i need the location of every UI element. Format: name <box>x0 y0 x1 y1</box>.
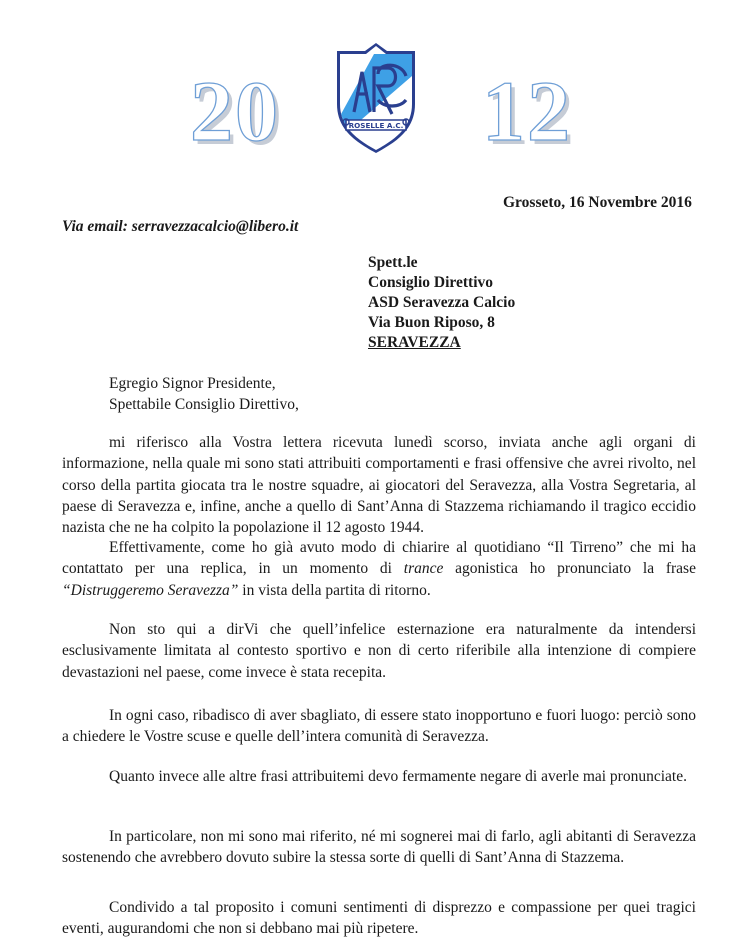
crest-club-name: ROSELLE A.C. <box>348 121 404 130</box>
via-email-line: Via email: serravezzacalcio@libero.it <box>62 218 299 235</box>
club-crest-logo <box>334 42 418 154</box>
letterhead <box>0 0 756 190</box>
body-paragraph-6: In particolare, non mi sono mai riferito, né mi sognerei mai di farlo, agli abitanti di Seravezza sostenendo che avrebbero dovuto subire la stessa sorte di quelli di Sant’Anna di Stazzema. <box>62 828 696 867</box>
body-paragraph-3: Non sto qui a dirVi che quell’infelice esternazione era naturalmente da intendersi esclusivamente limitata al contesto sportivo e non di certo riferibile alla intenzione di compiere devastazioni nel paese, come invece è stata recepita. <box>62 621 696 681</box>
body-paragraph-7: Condivido a tal proposito i comuni sentimenti di disprezzo e compassione per quei tragici eventi, augurandomi che non si debbano mai più ripetere. <box>62 899 696 938</box>
letter-date: Grosseto, 16 Novembre 2016 <box>503 194 692 211</box>
recipient-address-block <box>368 253 515 353</box>
body-paragraph-5: Quanto invece alle altre frasi attribuitemi devo fermamente negare di averle mai pronunciate. <box>109 768 687 785</box>
salutation-line-2: Spettabile Consiglio Direttivo, <box>109 396 299 413</box>
salutation-line-1: Egregio Signor Presidente, <box>109 375 276 392</box>
emphasis-quote: “Distruggeremo Seravezza” <box>62 581 239 599</box>
body-paragraph-1: mi riferisco alla Vostra lettera ricevuta lunedì scorso, inviata anche agli organi di informazione, nella quale mi sono stati attribuiti comportamenti e frasi offensive che avrei rivolto, nel corso della partita giocata tra le nostre squadre, ai giocatori del Seravezza, alla Vostra Segretaria, al paese di Seravezza e, infine, anche a quello di Sant’Anna di Stazzema richiamando il tragico eccidio nazista che ne ha colpito la popolazione il 12 agosto 1944. <box>62 434 696 537</box>
body-paragraph-2 <box>62 537 696 601</box>
paragraph-text: Effettivamente, come ho già avuto modo di chiarire al quotidiano “Il Tirreno” che mi ha contattato per una replica, in un momento di <box>62 539 696 578</box>
salutation <box>109 373 299 415</box>
letterhead-year-left: 20 <box>190 63 280 159</box>
emphasis-trance: trance <box>403 560 444 578</box>
recipient-line: Via Buon Riposo, 8 <box>368 314 495 331</box>
recipient-line: Consiglio Direttivo <box>368 274 493 291</box>
recipient-line: Spett.le <box>368 254 418 271</box>
paragraph-text: in vista della partita di ritorno. <box>238 581 431 599</box>
recipient-line: ASD Seravezza Calcio <box>368 294 516 311</box>
letterhead-year-right: 12 <box>482 63 572 159</box>
paragraph-text: agonistica ho pronunciato la frase <box>443 560 696 578</box>
body-paragraph-4: In ogni caso, ribadisco di aver sbagliato, di essere stato inopportuno e fuori luogo: perciò sono a chiedere le Vostre scuse e quelle dell’intera comunità di Seravezza. <box>62 707 696 746</box>
recipient-city: SERAVEZZA <box>368 334 461 351</box>
